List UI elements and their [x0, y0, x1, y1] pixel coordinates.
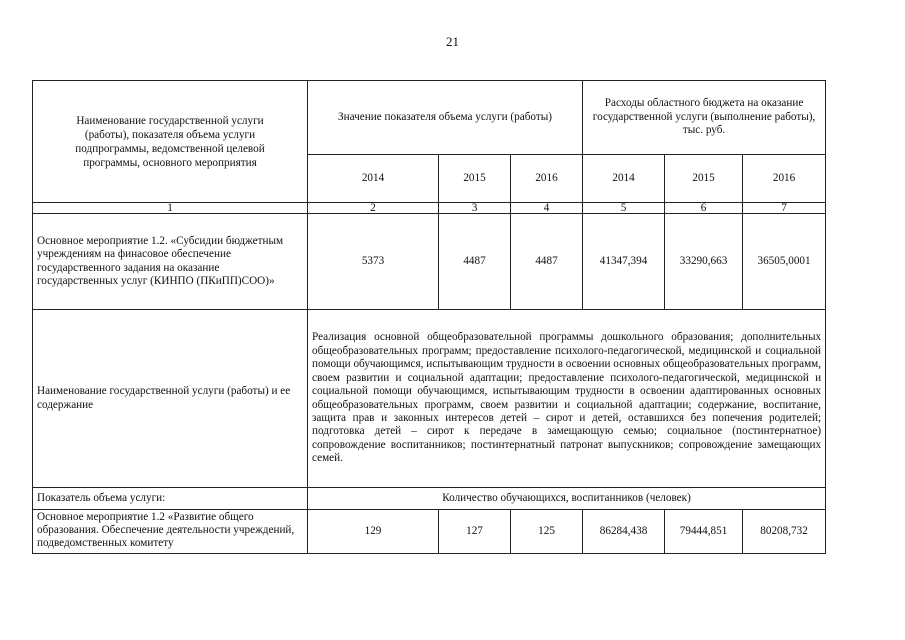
cell-value: 4487 [511, 214, 583, 310]
cell-value: 5373 [308, 214, 439, 310]
expense-title-line3: тыс. руб. [682, 124, 726, 137]
year-header: 2016 [743, 155, 826, 203]
column-number: 3 [439, 203, 511, 214]
column-number: 5 [583, 203, 665, 214]
column-number: 7 [743, 203, 826, 214]
cell-value: 86284,438 [583, 510, 665, 554]
service-description: Реализация основной общеобразовательной программы дошкольного образования; дополнительных общеобразовательных программ; предоставление психолого-педагогической, медицинской и социальной помощи обучающимся, испытывающим трудности в освоении основных общеобразовательных программ, своем развитии и социальной адаптации; предоставление психолого-педагогической, медицинской и социальной помощи обучающимся, испытывающим трудности в освоении адаптированных основных общеобразовательных программ, своем развитии и социальной адаптации; содержание, воспитание, защита прав и законных интересов детей – сирот и детей, оставшихся без попечения родителей; подготовка детей – сирот к передаче в замещающую семью; социальное (постинтернатное) сопровождение воспитанников; постинтернатный патронат выпускников; сопровождение замещающих семей. [308, 310, 826, 488]
budget-table [32, 80, 826, 554]
expense-title-line2: государственной услуги (выполнение работы), [592, 110, 816, 123]
indicator-value: Количество обучающихся, воспитанников (человек) [308, 488, 826, 510]
cell-value: 125 [511, 510, 583, 554]
cell-value: 33290,663 [665, 214, 743, 310]
column-number: 6 [665, 203, 743, 214]
header-expense-group [583, 81, 826, 155]
indicator-label: Показатель объема услуги: [33, 488, 308, 510]
indicator-row [33, 488, 826, 510]
cell-value: 41347,394 [583, 214, 665, 310]
year-header: 2015 [439, 155, 511, 203]
year-header: 2014 [583, 155, 665, 203]
service-row [33, 310, 826, 488]
header-name-column: Наименование государственной услуги (работы), показателя объема услуги подпрограммы, ведомственной целевой программы, основного мероприятия [33, 81, 308, 203]
table-row [33, 510, 826, 554]
cell-value: 127 [439, 510, 511, 554]
year-header: 2016 [511, 155, 583, 203]
cell-value: 4487 [439, 214, 511, 310]
header-indicator-group: Значение показателя объема услуги (работы) [308, 81, 583, 155]
cell-value: 129 [308, 510, 439, 554]
column-number: 4 [511, 203, 583, 214]
cell-value: 36505,0001 [743, 214, 826, 310]
service-label: Наименование государственной услуги (работы) и ее содержание [33, 310, 308, 488]
column-number: 2 [308, 203, 439, 214]
cell-value: 79444,851 [665, 510, 743, 554]
row-name: Основное мероприятие 1.2 «Развитие общего образования. Обеспечение деятельности учреждений, подведомственных комитету [33, 510, 308, 554]
column-number: 1 [33, 203, 308, 214]
expense-title-line1: Расходы областного бюджета на оказание [604, 97, 804, 110]
row-name: Основное мероприятие 1.2. «Субсидии бюджетным учреждениям на финасовое обеспечение государственного задания на оказание государственных услуг (КИНПО (ПКиПП)СОО)» [33, 214, 308, 310]
page-number: 21 [446, 34, 459, 49]
cell-value: 80208,732 [743, 510, 826, 554]
table-row [33, 214, 826, 310]
year-header: 2015 [665, 155, 743, 203]
year-header: 2014 [308, 155, 439, 203]
